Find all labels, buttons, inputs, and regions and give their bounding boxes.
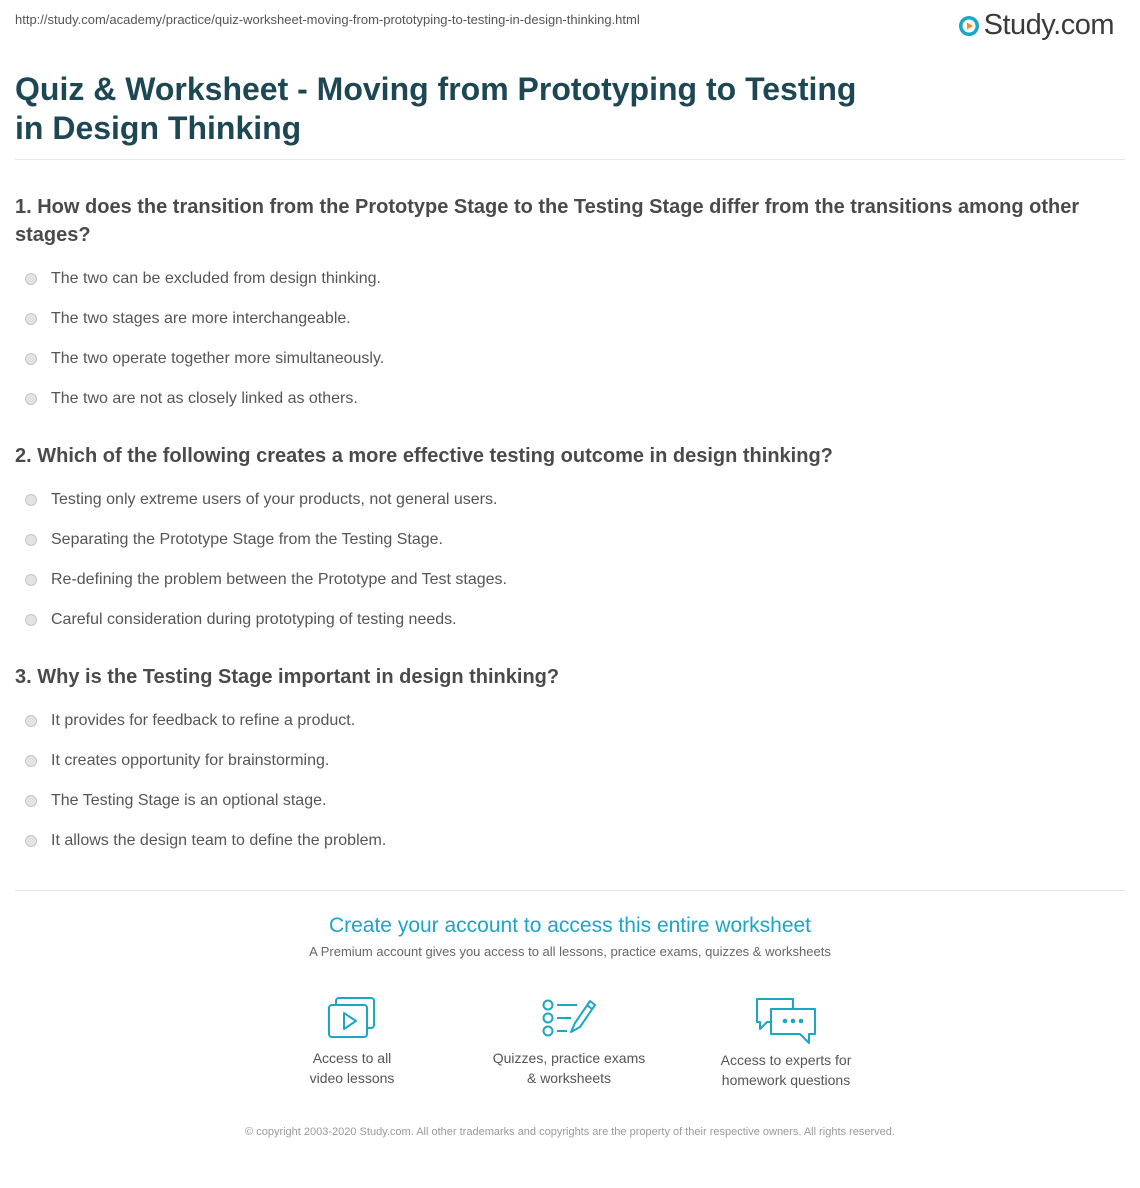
feature-quizzes xyxy=(479,996,659,1088)
radio-button[interactable] xyxy=(25,795,37,807)
radio-button[interactable] xyxy=(25,614,37,626)
radio-button[interactable] xyxy=(25,715,37,727)
feature-label-line1: Access to all xyxy=(312,1050,392,1066)
answer-option[interactable] xyxy=(15,600,1115,640)
feature-label-line1: Quizzes, practice exams xyxy=(492,1050,646,1066)
answer-label: The two stages are more interchangeable. xyxy=(51,310,351,327)
answer-option[interactable] xyxy=(15,741,1115,781)
radio-button[interactable] xyxy=(25,353,37,365)
cta-subtitle: A Premium account gives you access to all lessons, practice exams, quizzes & worksheets xyxy=(309,944,831,959)
feature-video-lessons xyxy=(262,996,442,1088)
radio-button[interactable] xyxy=(25,313,37,325)
answer-label: The two can be excluded from design thinking. xyxy=(51,270,381,287)
answer-options xyxy=(15,259,1115,419)
answer-label: It provides for feedback to refine a product. xyxy=(51,712,356,729)
answer-label: Separating the Prototype Stage from the Testing Stage. xyxy=(51,531,443,548)
top-bar xyxy=(15,9,1125,42)
answer-option[interactable] xyxy=(15,379,1115,419)
answer-options xyxy=(15,701,1115,861)
answer-option[interactable] xyxy=(15,560,1115,600)
page-title xyxy=(15,70,875,148)
answer-label: It allows the design team to define the problem. xyxy=(51,832,387,849)
answer-option[interactable] xyxy=(15,480,1115,520)
radio-button[interactable] xyxy=(25,393,37,405)
feature-label-line1: Access to experts for xyxy=(720,1052,852,1068)
question-3 xyxy=(15,663,1115,861)
chat-bubbles-icon xyxy=(753,996,819,1048)
feature-experts xyxy=(696,996,876,1090)
page-url: http://study.com/academy/practice/quiz-worksheet-moving-from-prototyping-to-testing-in-design-thinking.html xyxy=(15,12,640,27)
play-logo-icon xyxy=(958,15,980,37)
answer-label: The Testing Stage is an optional stage. xyxy=(51,792,327,809)
feature-label-line2: & worksheets xyxy=(526,1070,612,1086)
answer-option[interactable] xyxy=(15,781,1115,821)
title-divider xyxy=(15,159,1125,160)
cta-link[interactable]: Create your account to access this entire worksheet xyxy=(328,914,812,937)
copyright-notice: © copyright 2003-2020 Study.com. All other trademarks and copyrights are the property of their respective owners. All rights reserved. xyxy=(245,1126,895,1138)
video-lessons-icon xyxy=(326,996,378,1040)
radio-button[interactable] xyxy=(25,534,37,546)
quiz-checklist-icon xyxy=(541,996,597,1040)
answer-label: It creates opportunity for brainstorming. xyxy=(51,752,330,769)
page-title-line1: Quiz & Worksheet - Moving from Prototyping to Testing xyxy=(15,71,857,107)
question-text: 3. Why is the Testing Stage important in design thinking? xyxy=(15,666,560,688)
answer-option[interactable] xyxy=(15,821,1115,861)
answer-label: The two are not as closely linked as others. xyxy=(51,390,358,407)
feature-label-line2: homework questions xyxy=(721,1072,851,1088)
question-2 xyxy=(15,442,1115,640)
page-title-line2: in Design Thinking xyxy=(15,110,302,146)
radio-button[interactable] xyxy=(25,574,37,586)
answer-option[interactable] xyxy=(15,339,1115,379)
question-text: 2. Which of the following creates a more effective testing outcome in design thinking? xyxy=(15,445,833,467)
question-list xyxy=(15,193,1115,884)
radio-button[interactable] xyxy=(25,755,37,767)
feature-label-line2: video lessons xyxy=(309,1070,395,1086)
answer-options xyxy=(15,480,1115,640)
question-1 xyxy=(15,193,1115,419)
answer-label: The two operate together more simultaneously. xyxy=(51,350,385,367)
radio-button[interactable] xyxy=(25,273,37,285)
answer-option[interactable] xyxy=(15,259,1115,299)
answer-label: Testing only extreme users of your products, not general users. xyxy=(51,491,498,508)
answer-label: Careful consideration during prototyping of testing needs. xyxy=(51,611,457,628)
answer-option[interactable] xyxy=(15,520,1115,560)
cta-divider xyxy=(15,890,1125,891)
radio-button[interactable] xyxy=(25,494,37,506)
answer-option[interactable] xyxy=(15,701,1115,741)
radio-button[interactable] xyxy=(25,835,37,847)
signup-cta xyxy=(0,914,1140,959)
study-logo[interactable] xyxy=(958,9,1114,42)
logo-text: Study.com xyxy=(983,9,1114,41)
answer-option[interactable] xyxy=(15,299,1115,339)
question-text: 1. How does the transition from the Prototype Stage to the Testing Stage differ from the transitions among other stages? xyxy=(15,196,1080,246)
answer-label: Re-defining the problem between the Prototype and Test stages. xyxy=(51,571,507,588)
